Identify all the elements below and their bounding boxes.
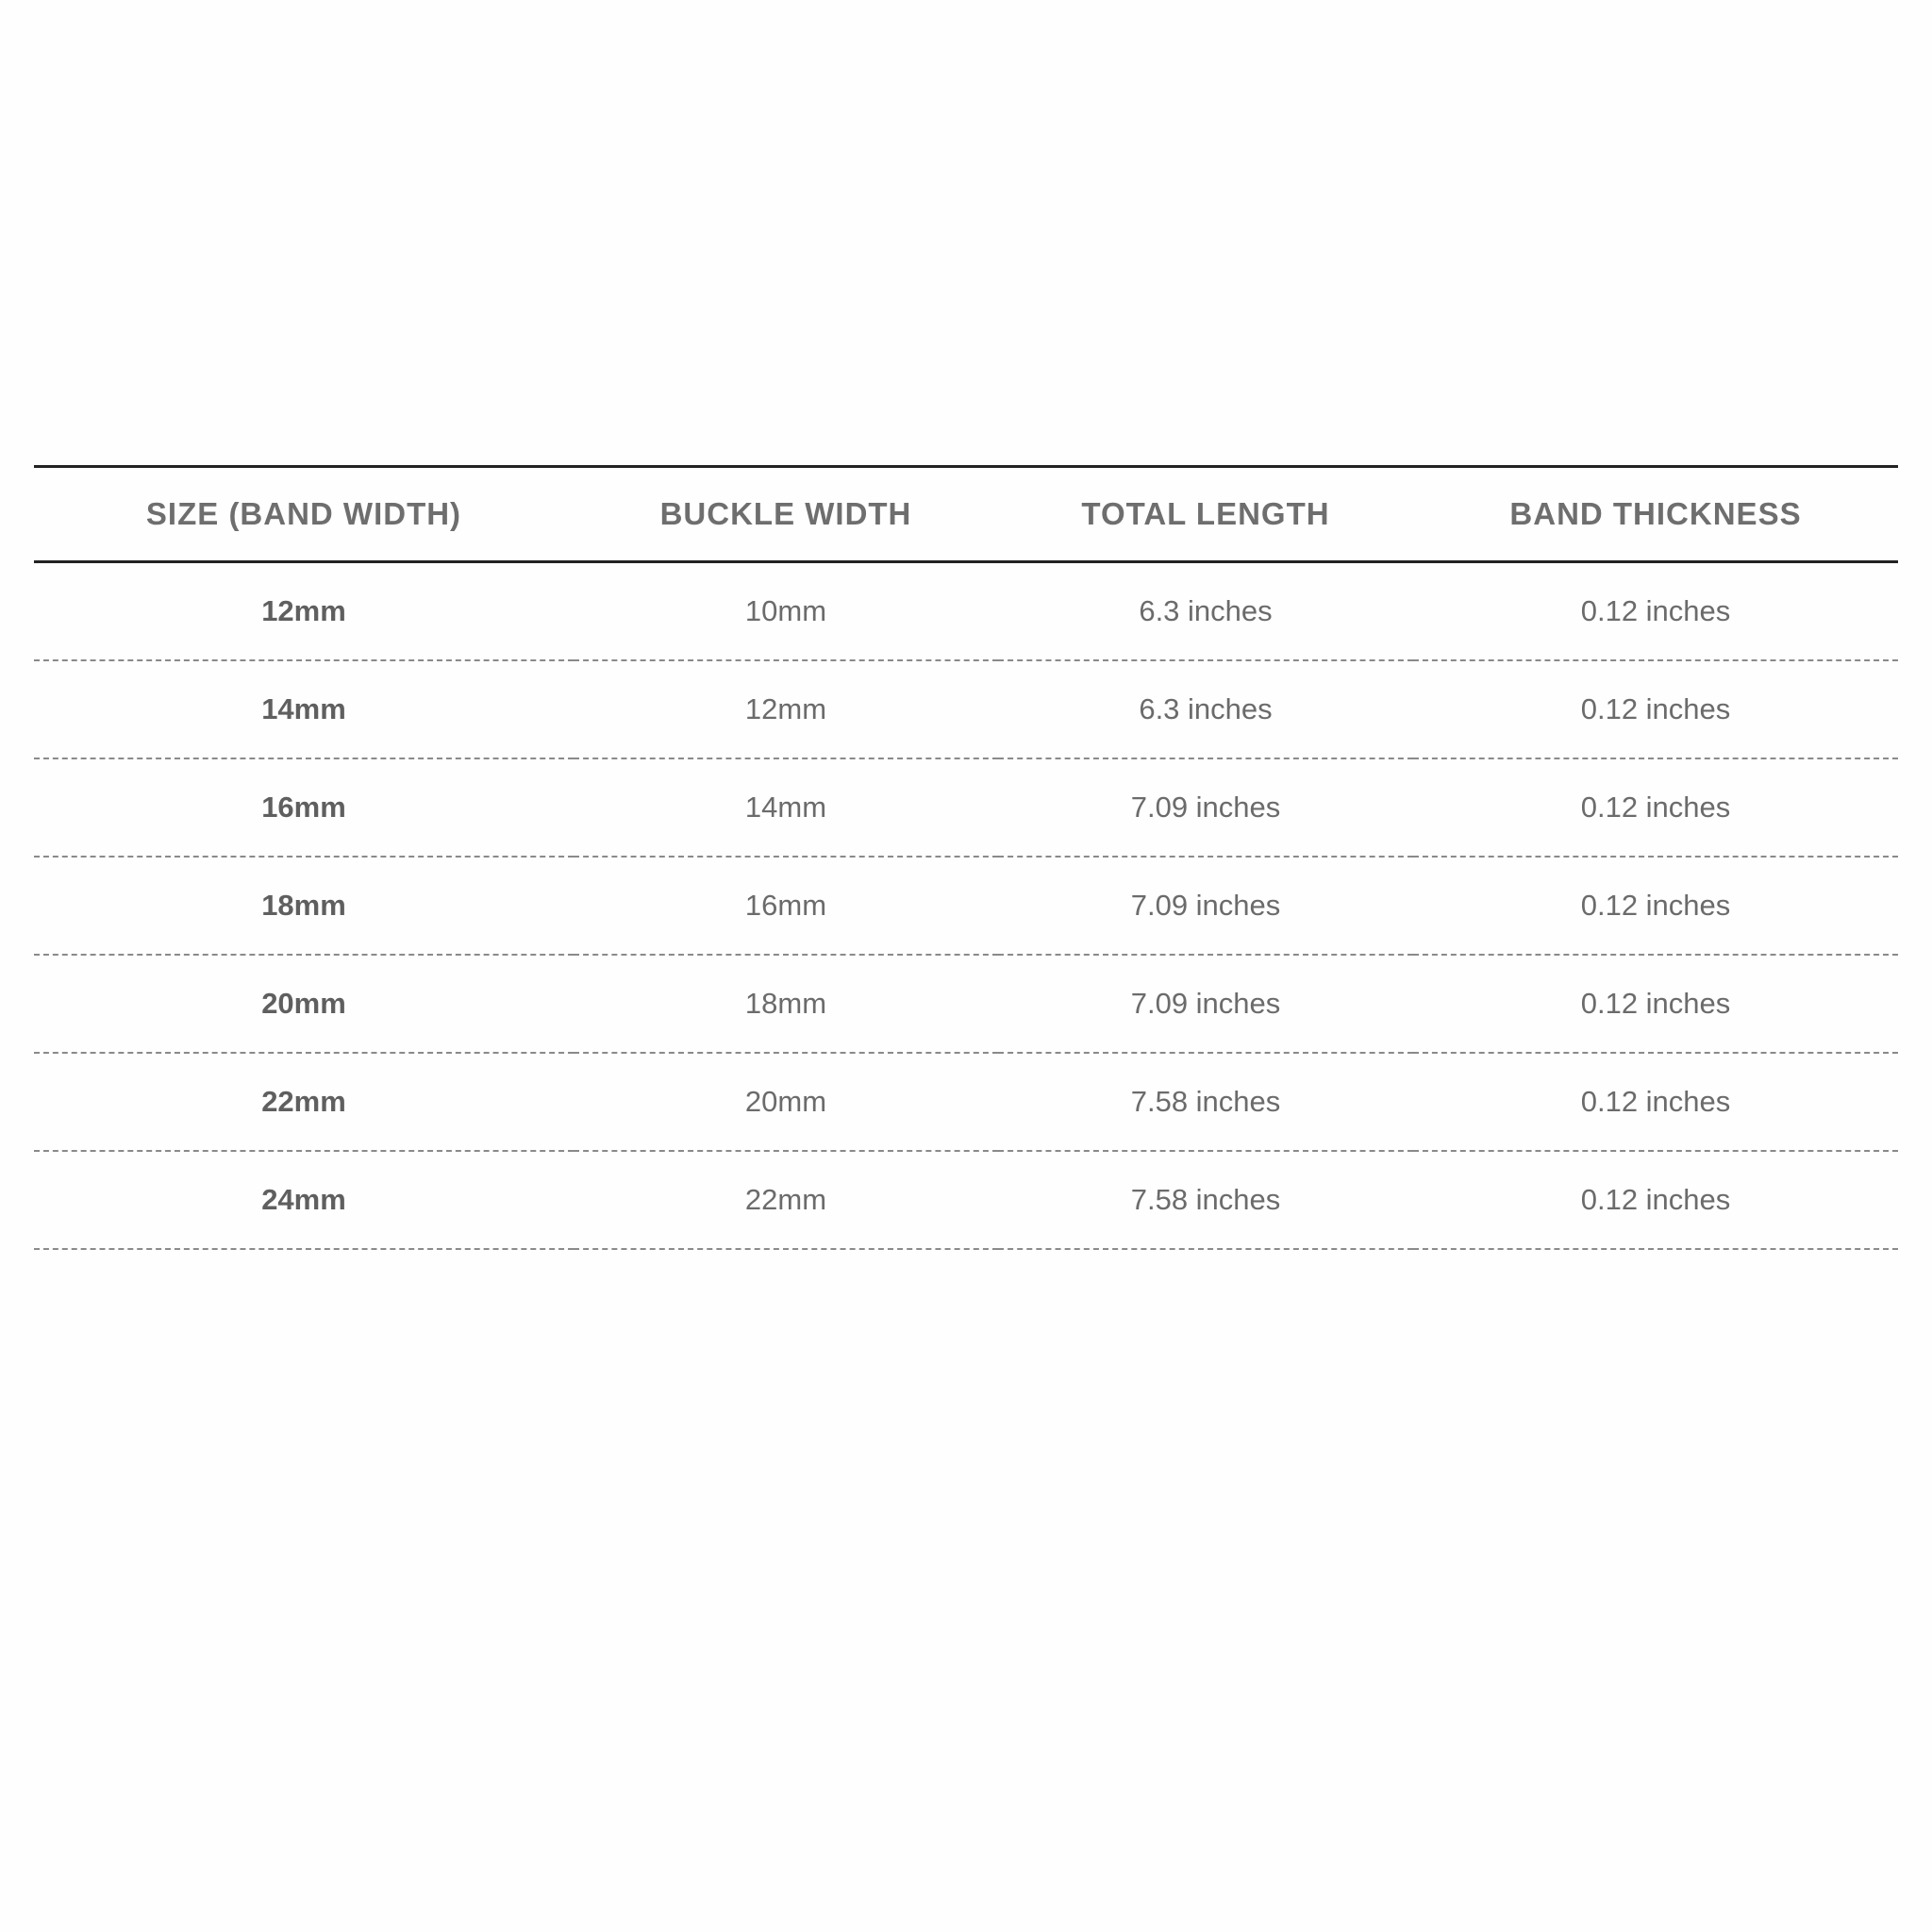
size-cell: 24mm: [261, 1183, 346, 1216]
size-cell: 18mm: [261, 889, 346, 922]
band-thickness-cell: 0.12 inches: [1580, 1085, 1731, 1118]
size-cell: 12mm: [261, 594, 346, 627]
band-thickness-cell: 0.12 inches: [1580, 594, 1731, 627]
table-row: [34, 1053, 1898, 1151]
band-thickness-cell: 0.12 inches: [1580, 987, 1731, 1020]
buckle-width-cell: 18mm: [744, 987, 827, 1020]
header-total-length: TOTAL LENGTH: [1081, 496, 1330, 531]
band-thickness-cell: 0.12 inches: [1580, 889, 1731, 922]
band-thickness-cell: 0.12 inches: [1580, 791, 1731, 824]
size-chart-table: [34, 465, 1898, 1250]
size-cell: 16mm: [261, 791, 346, 824]
table-row: [34, 857, 1898, 955]
table-row: [34, 955, 1898, 1053]
table-row: [34, 758, 1898, 857]
total-length-cell: 7.58 inches: [1130, 1183, 1281, 1216]
size-cell: 22mm: [261, 1085, 346, 1118]
table-row: [34, 562, 1898, 661]
total-length-cell: 7.58 inches: [1130, 1085, 1281, 1118]
buckle-width-cell: 20mm: [744, 1085, 827, 1118]
buckle-width-cell: 22mm: [744, 1183, 827, 1216]
table-row: [34, 1151, 1898, 1249]
buckle-width-cell: 12mm: [744, 692, 827, 725]
table-row: [34, 660, 1898, 758]
total-length-cell: 7.09 inches: [1130, 987, 1281, 1020]
size-cell: 14mm: [261, 692, 346, 725]
total-length-cell: 7.09 inches: [1130, 791, 1281, 824]
buckle-width-cell: 14mm: [744, 791, 827, 824]
total-length-cell: 6.3 inches: [1139, 594, 1273, 627]
header-size: SIZE (BAND WIDTH): [145, 496, 462, 531]
header-buckle-width: BUCKLE WIDTH: [659, 496, 912, 531]
buckle-width-cell: 16mm: [744, 889, 827, 922]
band-thickness-cell: 0.12 inches: [1580, 1183, 1731, 1216]
total-length-cell: 7.09 inches: [1130, 889, 1281, 922]
size-chart: [34, 465, 1898, 1250]
table-header-row: [34, 467, 1898, 562]
buckle-width-cell: 10mm: [744, 594, 827, 627]
size-cell: 20mm: [261, 987, 346, 1020]
total-length-cell: 6.3 inches: [1139, 692, 1273, 725]
header-band-thickness: BAND THICKNESS: [1509, 496, 1802, 531]
band-thickness-cell: 0.12 inches: [1580, 692, 1731, 725]
